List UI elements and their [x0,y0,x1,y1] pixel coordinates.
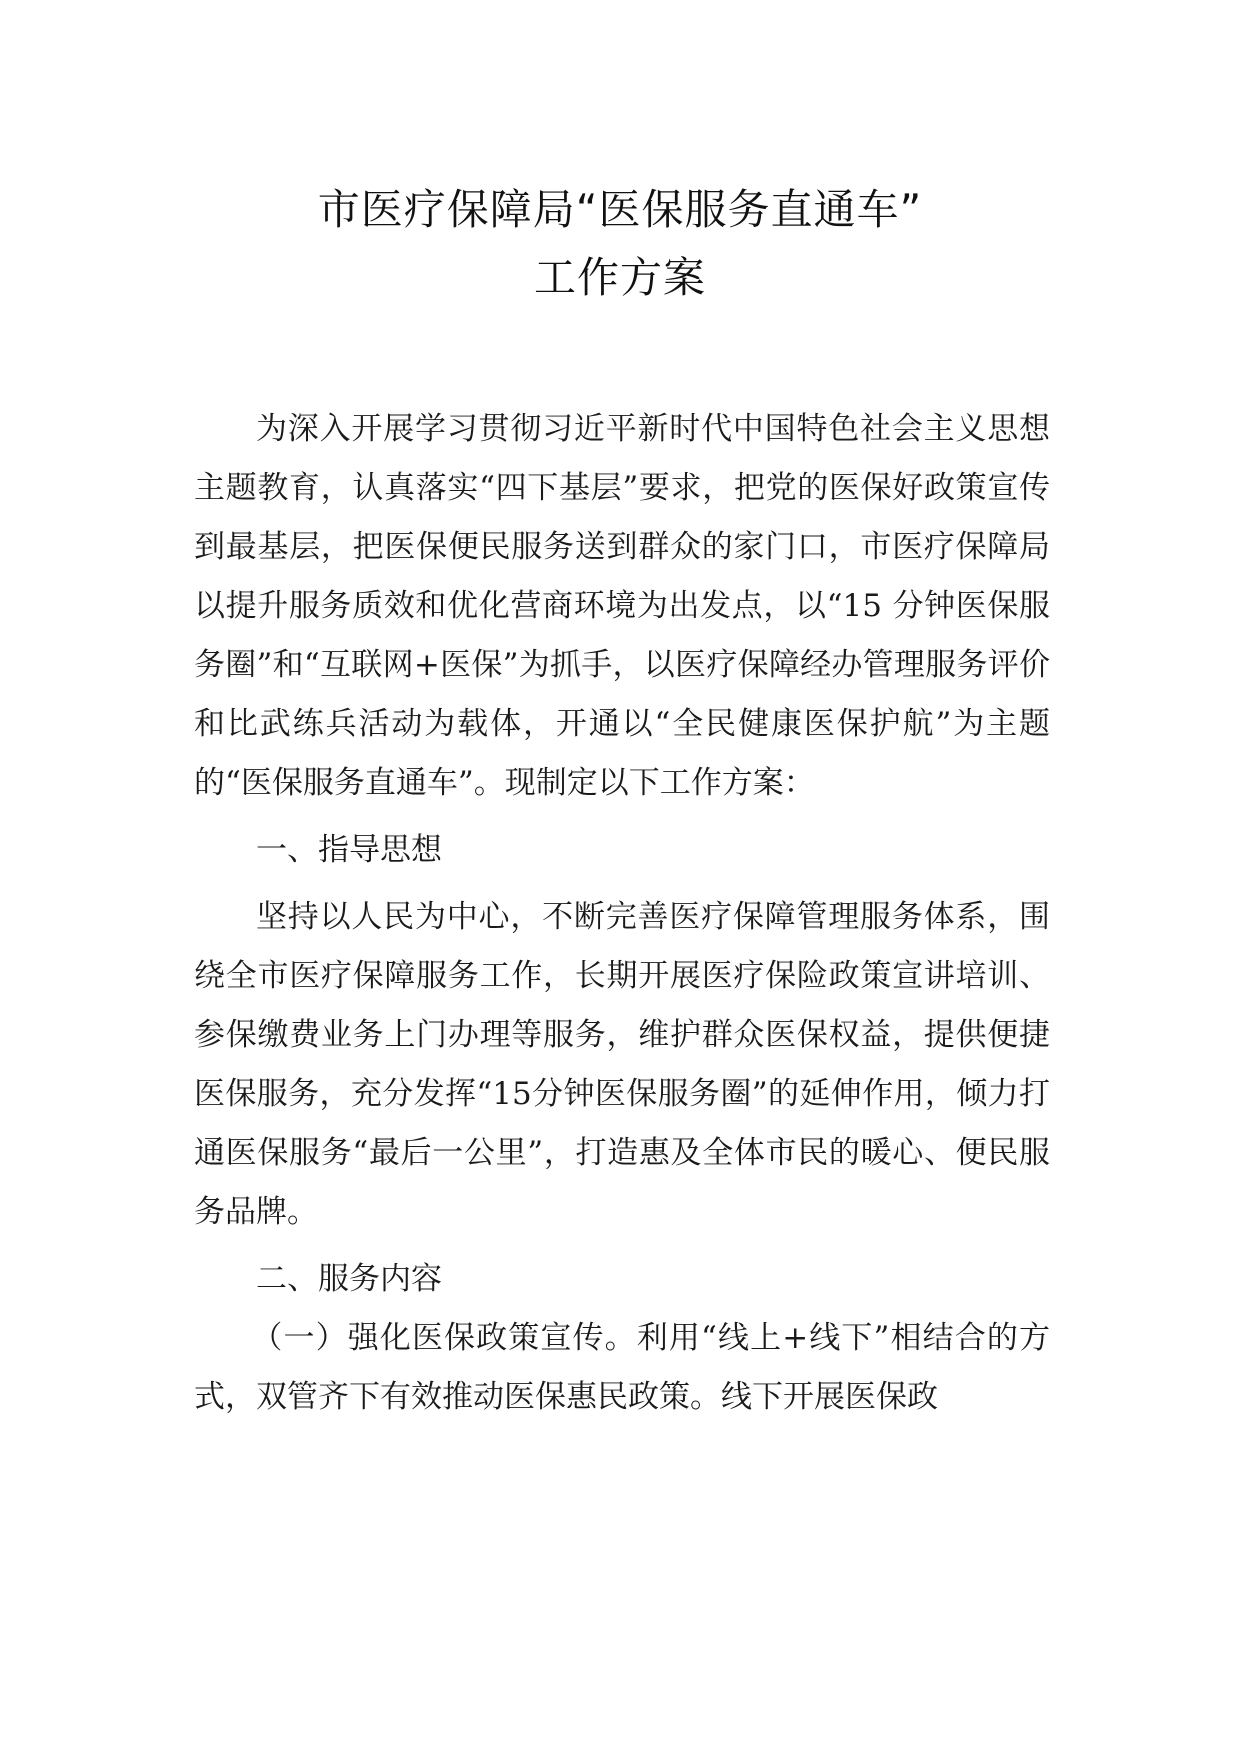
title-line-2: 工作方案 [533,253,706,302]
section-1-paragraph: 坚持以人民为中心，不断完善医疗保障管理服务体系，围绕全市医疗保障服务工作，长期开展医疗保险政策宣讲培训、参保缴费业务上门办理等服务，维护群众医保权益，提供便捷医保服务，充分发挥“15分钟医保服务圈”的延伸作用，倾力打通医保服务“最后一公里”，打造惠及全体市民的暖心、便民服务品牌。 [194,899,1050,1230]
section-1-heading: 一、指导思想 [256,832,442,868]
title-line-1: 市医疗保障局“医保服务直通车” [317,185,923,234]
section-2-item-1-paragraph: （一）强化医保政策宣传。利用“线上+线下”相结合的方式，双管齐下有效推动医保惠民政策。线下开展医保政 [194,1320,1050,1415]
document-body [194,400,1050,1427]
section-2-heading: 二、服务内容 [256,1261,442,1297]
intro-paragraph: 为深入开展学习贯彻习近平新时代中国特色社会主义思想主题教育，认真落实“四下基层”要求，把党的医保好政策宣传到最基层，把医保便民服务送到群众的家门口，市医疗保障局以提升服务质效和优化营商环境为出发点，以“15 分钟医保服务圈”和“互联网+医保”为抓手，以医疗保障经办管理服务评价和比武练兵活动为载体，开通以“全民健康医保护航”为主题的“医保服务直通车”。现制定以下工作方案： [194,411,1050,801]
document-title [0,176,1240,312]
